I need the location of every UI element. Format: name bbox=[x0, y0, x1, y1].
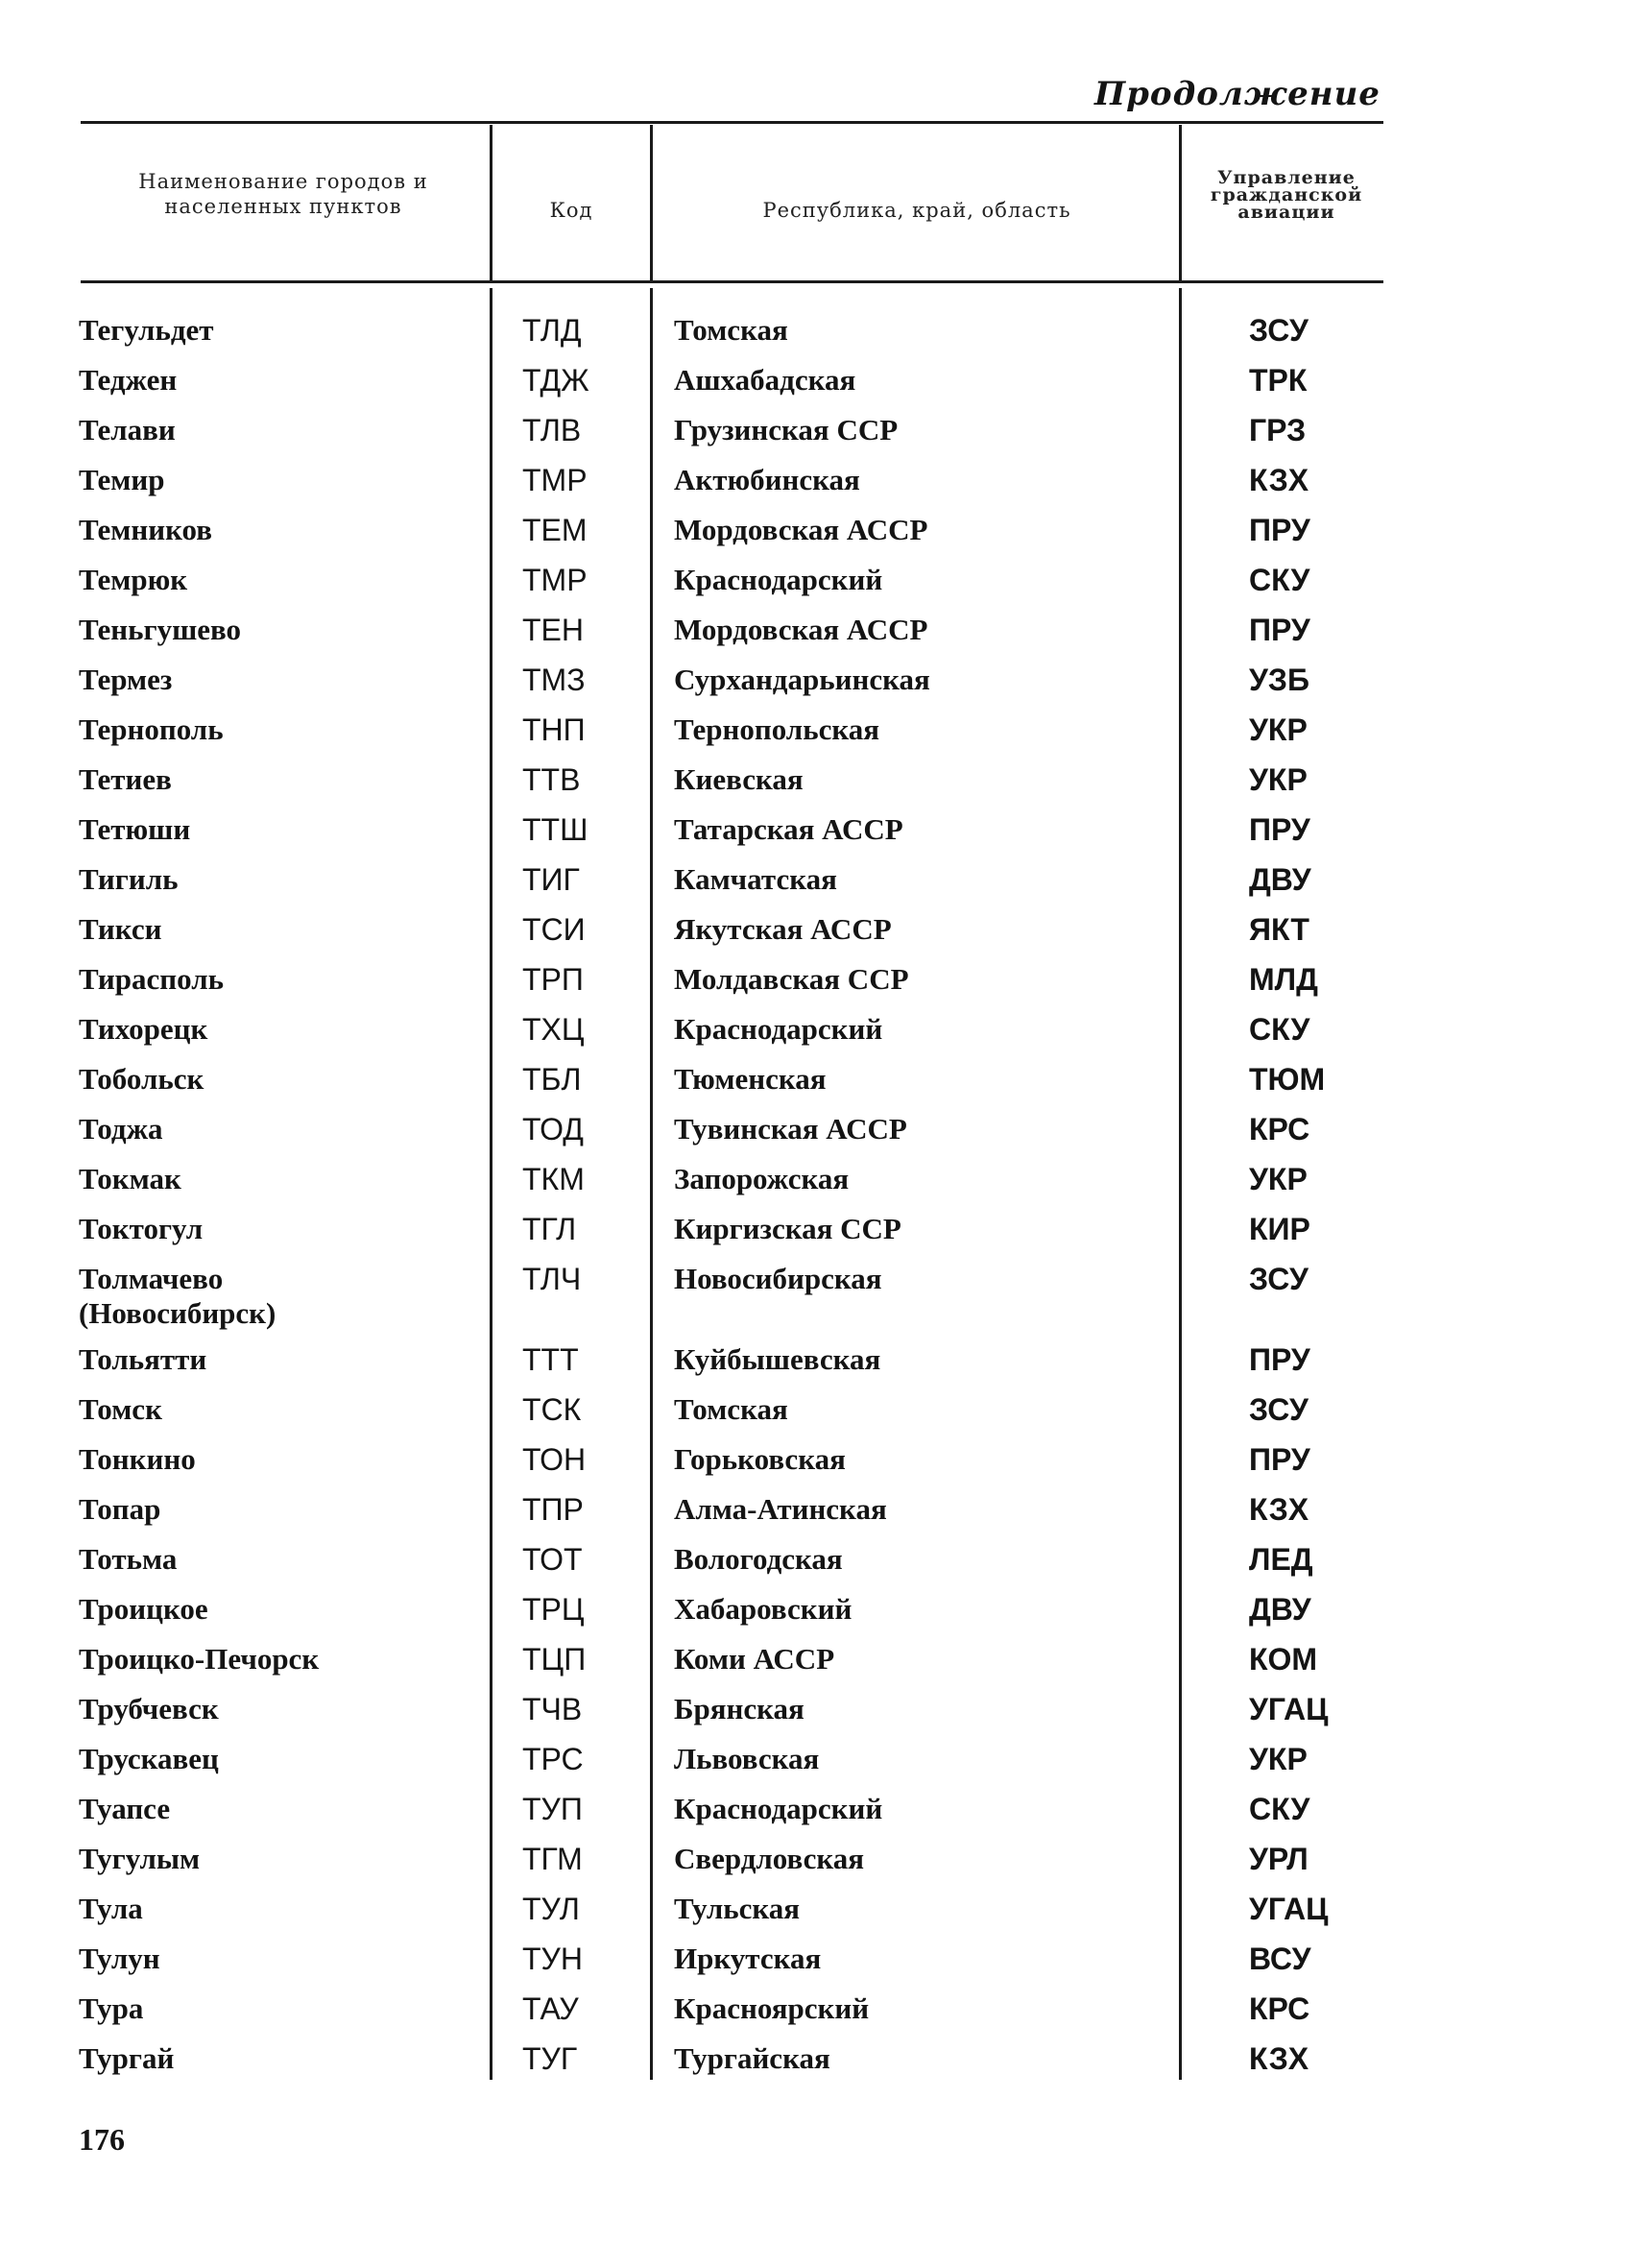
settlement-name: Троицко-Печорск bbox=[79, 1642, 320, 1676]
settlement-name: Тура bbox=[79, 1991, 144, 2025]
cell-administration: ПРУ bbox=[1249, 613, 1310, 647]
settlement-name: Тотьма bbox=[79, 1542, 178, 1576]
cell-administration: КОМ bbox=[1249, 1642, 1318, 1677]
table-row bbox=[79, 313, 1389, 363]
cell-code: ТСК bbox=[522, 1392, 582, 1427]
cell-republic: Молдавская ССР bbox=[674, 962, 909, 996]
cell-administration: КРС bbox=[1249, 1991, 1310, 2026]
table-row bbox=[79, 413, 1389, 463]
cell-republic: Свердловская bbox=[674, 1842, 865, 1875]
cell-code: ТЕН bbox=[522, 613, 584, 647]
cell-code: ТСИ bbox=[522, 912, 586, 947]
cell-name bbox=[79, 1262, 492, 1342]
cell-administration: ЗСУ bbox=[1249, 313, 1309, 348]
cell-code: ТЧВ bbox=[522, 1692, 583, 1726]
cell-code: ТАУ bbox=[522, 1991, 579, 2026]
cell-administration: КЗХ bbox=[1249, 1492, 1309, 1527]
cell-code: ТИГ bbox=[522, 862, 580, 897]
cell-name bbox=[79, 413, 492, 463]
table-row bbox=[79, 513, 1389, 563]
cell-administration: ЗСУ bbox=[1249, 1262, 1309, 1296]
cell-name bbox=[79, 663, 492, 712]
cell-administration: УКР bbox=[1249, 1742, 1308, 1776]
settlement-name: Трубчевск bbox=[79, 1692, 219, 1725]
cell-administration: УКР bbox=[1249, 712, 1308, 747]
table-row bbox=[79, 1542, 1389, 1592]
cell-code: ТЛД bbox=[522, 313, 582, 348]
cell-code: ТГМ bbox=[522, 1842, 583, 1876]
cell-name bbox=[79, 862, 492, 912]
table-row bbox=[79, 1012, 1389, 1062]
cell-administration: КИР bbox=[1249, 1212, 1310, 1246]
header-divider-2 bbox=[650, 125, 653, 280]
table-row bbox=[79, 862, 1389, 912]
cell-administration: УЗБ bbox=[1249, 663, 1309, 697]
cell-code: ТБЛ bbox=[522, 1062, 582, 1097]
cell-name bbox=[79, 1062, 492, 1112]
cell-republic: Краснодарский bbox=[674, 563, 883, 596]
cell-name bbox=[79, 1692, 492, 1742]
cell-code: ТКМ bbox=[522, 1162, 585, 1196]
cell-name bbox=[79, 1492, 492, 1542]
cell-republic: Мордовская АССР bbox=[674, 513, 928, 546]
cell-administration: СКУ bbox=[1249, 563, 1310, 597]
cell-name bbox=[79, 463, 492, 513]
cell-name bbox=[79, 1892, 492, 1942]
settlement-name: Томск bbox=[79, 1392, 162, 1426]
table-row bbox=[79, 1792, 1389, 1842]
cell-administration: ДВУ bbox=[1249, 862, 1311, 897]
cell-code: ТМР bbox=[522, 463, 588, 497]
cell-name bbox=[79, 613, 492, 663]
settlement-name-continued: (Новосибирск) bbox=[79, 1296, 276, 1330]
cell-code: ТПР bbox=[522, 1492, 584, 1527]
cell-code: ТХЦ bbox=[522, 1012, 585, 1047]
cell-administration: ЯКТ bbox=[1249, 912, 1309, 947]
header-code: Код bbox=[549, 199, 593, 222]
cell-name bbox=[79, 1012, 492, 1062]
settlement-name: Теньгушево bbox=[79, 613, 242, 646]
cell-administration: КЗХ bbox=[1249, 463, 1309, 497]
cell-administration: ПРУ bbox=[1249, 1442, 1310, 1477]
cell-republic: Львовская bbox=[674, 1742, 820, 1775]
header-bottom-rule bbox=[81, 280, 1383, 283]
cell-republic: Красноярский bbox=[674, 1991, 870, 2025]
cell-name bbox=[79, 2041, 492, 2091]
cell-name bbox=[79, 1442, 492, 1492]
settlement-name: Тирасполь bbox=[79, 962, 225, 996]
settlement-name: Трускавец bbox=[79, 1742, 219, 1775]
table-row bbox=[79, 1062, 1389, 1112]
settlement-name: Топар bbox=[79, 1492, 161, 1526]
cell-code: ТРП bbox=[522, 962, 584, 997]
cell-code: ТУП bbox=[522, 1792, 583, 1826]
cell-code: ТУГ bbox=[522, 2041, 578, 2076]
cell-republic: Куйбышевская bbox=[674, 1342, 881, 1376]
cell-republic: Алма-Атинская bbox=[674, 1492, 887, 1526]
table-row bbox=[79, 712, 1389, 762]
cell-code: ТРЦ bbox=[522, 1592, 585, 1627]
cell-name bbox=[79, 563, 492, 613]
table-row bbox=[79, 1212, 1389, 1262]
cell-republic: Томская bbox=[674, 1392, 788, 1426]
cell-administration: МЛД bbox=[1249, 962, 1318, 997]
cell-name bbox=[79, 1542, 492, 1592]
table-row bbox=[79, 1392, 1389, 1442]
settlement-name: Токмак bbox=[79, 1162, 181, 1195]
cell-code: ТМР bbox=[522, 563, 588, 597]
header-republic: Республика, край, область bbox=[762, 199, 1071, 222]
settlement-name: Телави bbox=[79, 413, 176, 446]
cell-republic: Тувинская АССР bbox=[674, 1112, 907, 1146]
table-row bbox=[79, 812, 1389, 862]
table-row bbox=[79, 1162, 1389, 1212]
cell-republic: Тургайская bbox=[674, 2041, 830, 2075]
table-row bbox=[79, 1592, 1389, 1642]
cell-name bbox=[79, 1342, 492, 1392]
settlement-name: Тоджа bbox=[79, 1112, 163, 1146]
settlement-name: Тольятти bbox=[79, 1342, 207, 1376]
settlement-name: Тикси bbox=[79, 912, 162, 946]
settlement-name: Тегульдет bbox=[79, 313, 214, 347]
cell-republic: Тюменская bbox=[674, 1062, 827, 1096]
cell-republic: Тульская bbox=[674, 1892, 801, 1925]
table-row bbox=[79, 962, 1389, 1012]
cell-republic: Якутская АССР bbox=[674, 912, 892, 946]
header-divider-1 bbox=[490, 125, 492, 280]
cell-administration: ПРУ bbox=[1249, 513, 1310, 547]
cell-code: ТТТ bbox=[522, 1342, 579, 1377]
settlements-table bbox=[79, 313, 1389, 2091]
settlement-name: Тетиев bbox=[79, 762, 172, 796]
cell-code: ТГЛ bbox=[522, 1212, 577, 1246]
cell-name bbox=[79, 762, 492, 812]
cell-administration: КРС bbox=[1249, 1112, 1310, 1146]
cell-name bbox=[79, 313, 492, 363]
cell-republic: Новосибирская bbox=[674, 1262, 882, 1295]
cell-name bbox=[79, 1991, 492, 2041]
cell-republic: Коми АССР bbox=[674, 1642, 835, 1676]
cell-code: ТОТ bbox=[522, 1542, 583, 1577]
cell-administration: ВСУ bbox=[1249, 1942, 1311, 1976]
settlement-name: Тула bbox=[79, 1892, 143, 1925]
cell-name bbox=[79, 712, 492, 762]
table-row bbox=[79, 463, 1389, 513]
cell-administration: ДВУ bbox=[1249, 1592, 1311, 1627]
cell-republic: Горьковская bbox=[674, 1442, 846, 1476]
header-top-rule bbox=[81, 121, 1383, 124]
settlement-name: Тобольск bbox=[79, 1062, 204, 1096]
table-row bbox=[79, 1492, 1389, 1542]
table-row bbox=[79, 1692, 1389, 1742]
cell-republic: Вологодская bbox=[674, 1542, 843, 1576]
settlement-name: Тернополь bbox=[79, 712, 224, 746]
cell-administration: СКУ bbox=[1249, 1012, 1310, 1047]
settlement-name: Тихорецк bbox=[79, 1012, 208, 1046]
cell-code: ТТШ bbox=[522, 812, 588, 847]
settlement-name: Троицкое bbox=[79, 1592, 208, 1626]
cell-republic: Сурхандарьинская bbox=[674, 663, 930, 696]
cell-name bbox=[79, 1162, 492, 1212]
settlement-name: Тугулым bbox=[79, 1842, 201, 1875]
cell-administration: ТЮМ bbox=[1249, 1062, 1326, 1097]
settlement-name: Тулун bbox=[79, 1942, 160, 1975]
cell-administration: ЛЕД bbox=[1249, 1542, 1313, 1577]
table-row bbox=[79, 1442, 1389, 1492]
settlement-name: Темир bbox=[79, 463, 165, 496]
cell-name bbox=[79, 1112, 492, 1162]
cell-administration: УГАЦ bbox=[1249, 1692, 1329, 1726]
settlement-name: Тетюши bbox=[79, 812, 191, 846]
cell-republic: Ашхабадская bbox=[674, 363, 856, 397]
table-row bbox=[79, 663, 1389, 712]
table-row bbox=[79, 613, 1389, 663]
cell-code: ТДЖ bbox=[522, 363, 589, 398]
cell-code: ТУН bbox=[522, 1942, 583, 1976]
cell-republic: Запорожская bbox=[674, 1162, 850, 1195]
cell-administration: ПРУ bbox=[1249, 1342, 1310, 1377]
header-administration: Управление гражданской авиации bbox=[1210, 167, 1363, 223]
cell-republic: Краснодарский bbox=[674, 1012, 883, 1046]
cell-republic: Хабаровский bbox=[674, 1592, 853, 1626]
cell-republic: Иркутская bbox=[674, 1942, 822, 1975]
cell-code: ТЕМ bbox=[522, 513, 588, 547]
cell-name bbox=[79, 812, 492, 862]
table-row bbox=[79, 1642, 1389, 1692]
cell-administration: ПРУ bbox=[1249, 812, 1310, 847]
table-row bbox=[79, 363, 1389, 413]
cell-code: ТЦП bbox=[522, 1642, 587, 1677]
cell-republic: Томская bbox=[674, 313, 788, 347]
cell-republic: Актюбинская bbox=[674, 463, 860, 496]
settlement-name: Теджен bbox=[79, 363, 178, 397]
cell-code: ТНП bbox=[522, 712, 586, 747]
cell-name bbox=[79, 1792, 492, 1842]
cell-name bbox=[79, 1842, 492, 1892]
cell-name bbox=[79, 1742, 492, 1792]
table-row bbox=[79, 2041, 1389, 2091]
table-row bbox=[79, 1342, 1389, 1392]
cell-administration: ЗСУ bbox=[1249, 1392, 1309, 1427]
cell-administration: УКР bbox=[1249, 762, 1308, 797]
cell-name bbox=[79, 1392, 492, 1442]
cell-code: ТМЗ bbox=[522, 663, 586, 697]
table-row bbox=[79, 1742, 1389, 1792]
cell-code: ТТВ bbox=[522, 762, 581, 797]
cell-republic: Грузинская ССР bbox=[674, 413, 899, 446]
cell-republic: Краснодарский bbox=[674, 1792, 883, 1825]
cell-name bbox=[79, 363, 492, 413]
header-divider-3 bbox=[1179, 125, 1182, 280]
cell-code: ТОД bbox=[522, 1112, 584, 1146]
cell-republic: Камчатская bbox=[674, 862, 837, 896]
table-row bbox=[79, 1112, 1389, 1162]
table-row bbox=[79, 912, 1389, 962]
table-row bbox=[79, 1942, 1389, 1991]
cell-name bbox=[79, 1642, 492, 1692]
cell-administration: УКР bbox=[1249, 1162, 1308, 1196]
table-row bbox=[79, 563, 1389, 613]
cell-administration: УРЛ bbox=[1249, 1842, 1309, 1876]
cell-republic: Киевская bbox=[674, 762, 804, 796]
cell-code: ТОН bbox=[522, 1442, 587, 1477]
page-number: 176 bbox=[79, 2122, 125, 2157]
cell-administration: ГРЗ bbox=[1249, 413, 1307, 447]
cell-name bbox=[79, 1212, 492, 1262]
settlement-name: Туапсе bbox=[79, 1792, 171, 1825]
cell-name bbox=[79, 1592, 492, 1642]
cell-administration: СКУ bbox=[1249, 1792, 1310, 1826]
settlement-name: Толмачево bbox=[79, 1262, 224, 1295]
settlement-name: Темников bbox=[79, 513, 213, 546]
settlement-name: Тургай bbox=[79, 2041, 175, 2075]
cell-code: ТЛЧ bbox=[522, 1262, 582, 1296]
cell-name bbox=[79, 912, 492, 962]
cell-republic: Тернопольская bbox=[674, 712, 880, 746]
cell-republic: Татарская АССР bbox=[674, 812, 903, 846]
table-row bbox=[79, 1991, 1389, 2041]
settlement-name: Тигиль bbox=[79, 862, 179, 896]
header-name: Наименование городов и населенных пунктов bbox=[138, 170, 428, 218]
cell-name bbox=[79, 1942, 492, 1991]
cell-republic: Брянская bbox=[674, 1692, 804, 1725]
cell-administration: КЗХ bbox=[1249, 2041, 1309, 2076]
cell-administration: УГАЦ bbox=[1249, 1892, 1329, 1926]
table-row bbox=[79, 762, 1389, 812]
cell-code: ТРС bbox=[522, 1742, 584, 1776]
cell-republic: Киргизская ССР bbox=[674, 1212, 901, 1245]
cell-code: ТЛВ bbox=[522, 413, 582, 447]
cell-administration: ТРК bbox=[1249, 363, 1308, 398]
continued-label: Продолжение bbox=[1094, 75, 1381, 113]
settlement-name: Термез bbox=[79, 663, 173, 696]
cell-name bbox=[79, 962, 492, 1012]
cell-name bbox=[79, 513, 492, 563]
cell-code: ТУЛ bbox=[522, 1892, 580, 1926]
cell-republic: Мордовская АССР bbox=[674, 613, 928, 646]
table-row bbox=[79, 1842, 1389, 1892]
table-row bbox=[79, 1892, 1389, 1942]
table-row bbox=[79, 1262, 1389, 1342]
settlement-name: Токтогул bbox=[79, 1212, 204, 1245]
settlement-name: Темрюк bbox=[79, 563, 188, 596]
settlement-name: Тонкино bbox=[79, 1442, 196, 1476]
settlements-table-body bbox=[79, 313, 1389, 2091]
